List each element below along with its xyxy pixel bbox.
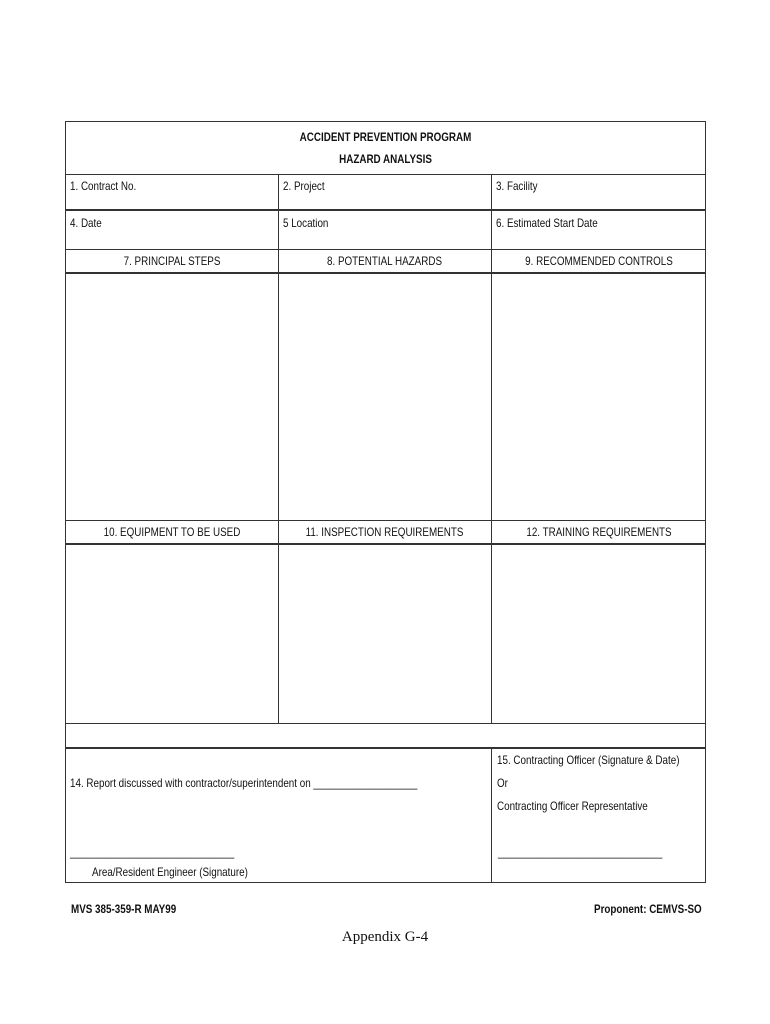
or-label: Or [497, 776, 508, 790]
potential-hazards-header: 8. POTENTIAL HAZARDS [326, 254, 443, 268]
divider [66, 723, 705, 724]
divider [66, 520, 705, 521]
potential-hazards-area[interactable] [280, 274, 490, 519]
date-field[interactable]: 4. Date [70, 216, 102, 230]
project-field[interactable]: 2. Project [283, 179, 325, 193]
location-field[interactable]: 5 Location [283, 216, 329, 230]
column-divider [491, 747, 492, 883]
equipment-area[interactable] [67, 545, 277, 722]
recommended-controls-header: 9. RECOMMENDED CONTROLS [525, 254, 673, 268]
inspection-header: 11. INSPECTION REQUIREMENTS [305, 525, 464, 539]
hazard-analysis-form [65, 121, 706, 883]
divider [66, 209, 705, 211]
divider [66, 249, 705, 250]
principal-steps-area[interactable] [67, 274, 277, 519]
report-discussed-line[interactable]: 14. Report discussed with contractor/superintendent on ___________________ [70, 776, 418, 790]
training-header: 12. TRAINING REQUIREMENTS [526, 525, 672, 539]
principal-steps-header: 7. PRINCIPAL STEPS [123, 254, 221, 268]
engineer-signature-line[interactable]: ______________________________ [70, 845, 235, 859]
start-date-field[interactable]: 6. Estimated Start Date [496, 216, 598, 230]
inspection-area[interactable] [280, 545, 490, 722]
contracting-officer-rep-label: Contracting Officer Representative [497, 799, 648, 813]
column-divider [491, 174, 492, 724]
equipment-header: 10. EQUIPMENT TO BE USED [103, 525, 241, 539]
contract-no-field[interactable]: 1. Contract No. [70, 179, 137, 193]
training-area[interactable] [493, 545, 705, 722]
engineer-signature-label: Area/Resident Engineer (Signature) [92, 865, 248, 879]
divider [66, 747, 705, 749]
facility-field[interactable]: 3. Facility [496, 179, 538, 193]
form-title: ACCIDENT PREVENTION PROGRAM [299, 130, 472, 144]
form-subtitle: HAZARD ANALYSIS [339, 152, 432, 166]
divider [66, 174, 705, 175]
column-divider [278, 174, 279, 724]
appendix-label: Appendix G-4 [341, 929, 429, 945]
form-number: MVS 385-359-R MAY99 [71, 902, 177, 916]
blank-row[interactable] [67, 725, 705, 746]
contracting-officer-label: 15. Contracting Officer (Signature & Date) [497, 753, 680, 767]
contracting-officer-signature-line[interactable]: ______________________________ [498, 845, 663, 859]
recommended-controls-area[interactable] [493, 274, 705, 519]
proponent: Proponent: CEMVS-SO [594, 902, 702, 916]
